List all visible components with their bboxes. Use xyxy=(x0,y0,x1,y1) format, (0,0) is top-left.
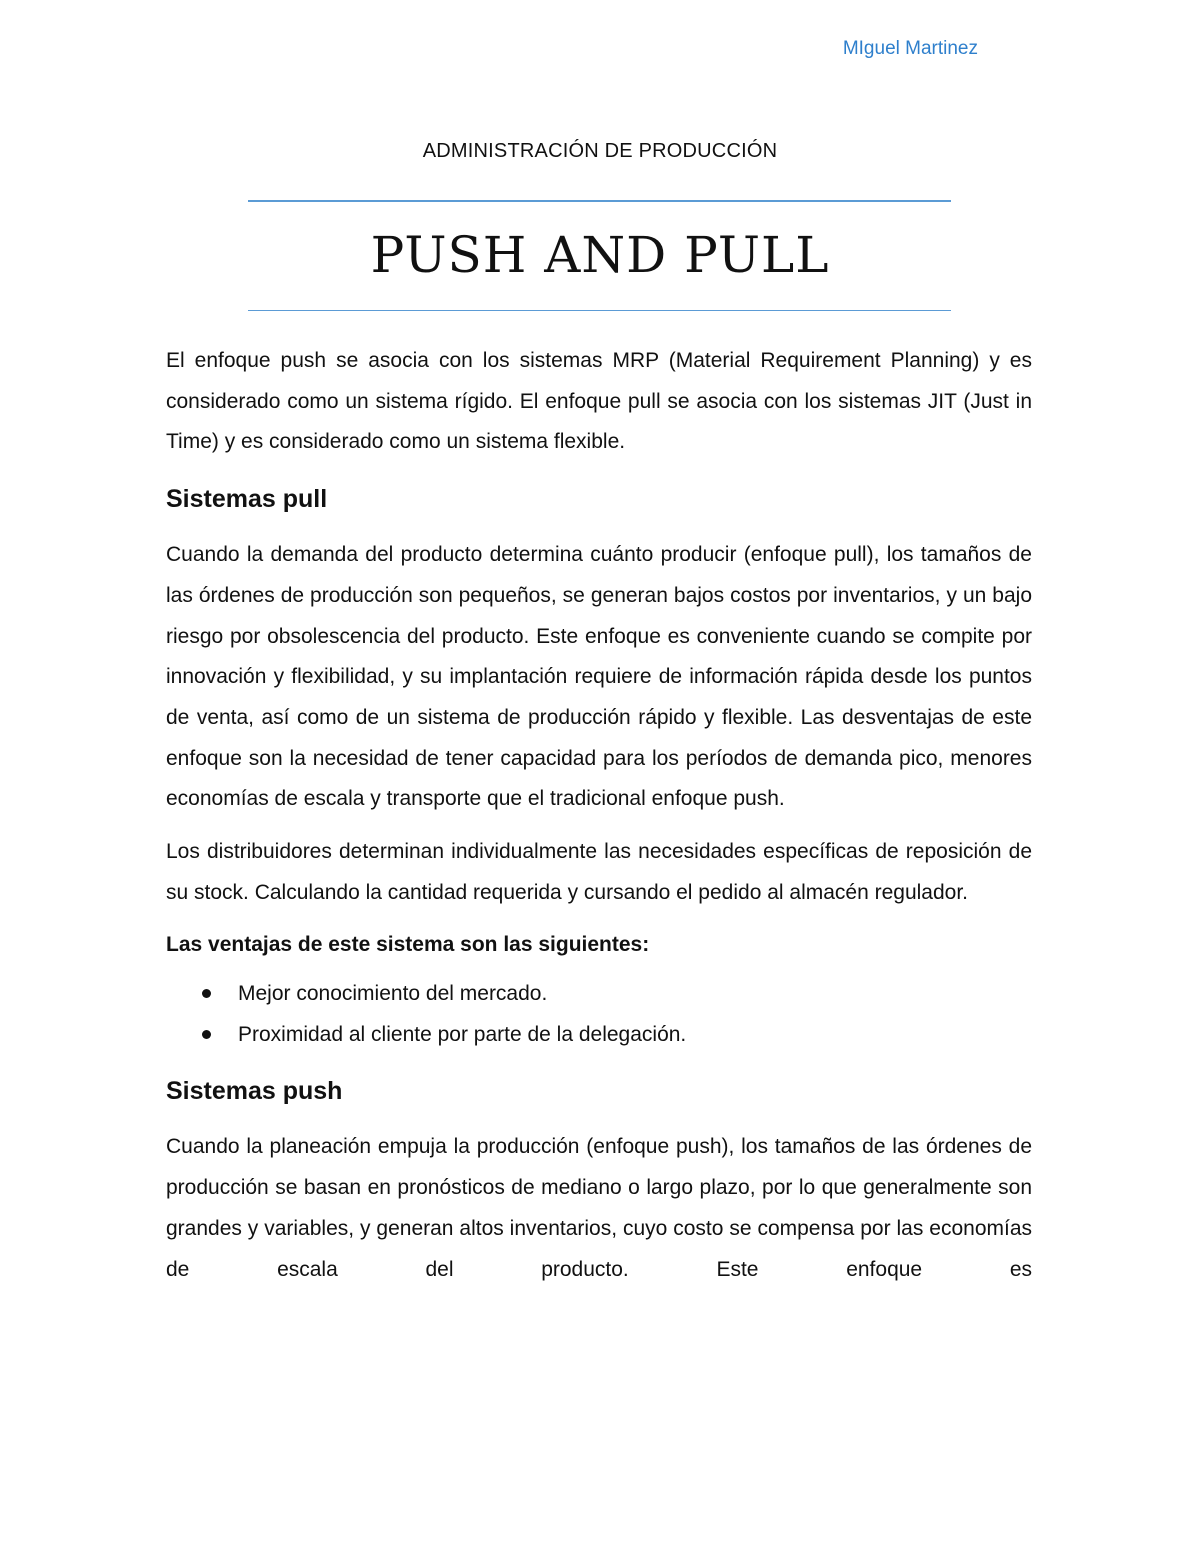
advantages-lead: Las ventajas de este sistema son las siguientes: xyxy=(166,933,650,957)
heading-sistemas-push: Sistemas push xyxy=(166,1077,343,1106)
pull-paragraph-2: Los distribuidores determinan individualmente las necesidades específicas de reposición de su stock. Calculando la cantidad requerida y cursando el pedido al almacén regulador. xyxy=(166,840,1032,904)
pull-paragraph-1: Cuando la demanda del producto determina cuánto producir (enfoque pull), los tamaños de las órdenes de producción son pequeños, se generan bajos costos por inventarios, y un bajo riesgo por obsolescencia del producto. Este enfoque es conveniente cuando se compite por innovación y flexibilidad, y su implantación requiere de información rápida desde los puntos de venta, así como de un sistema de producción rápido y flexible. Las desventajas de este enfoque son la necesidad de tener capacidad para los períodos de demanda pico, menores economías de escala y transporte que el tradicional enfoque push. xyxy=(166,543,1032,811)
document-title: PUSH AND PULL xyxy=(370,226,830,284)
push-paragraph-1: Cuando la planeación empuja la producción (enfoque push), los tamaños de las órdenes de producción se basan en pronósticos de mediano o largo plazo, por lo que generalmente son grandes y variables, y generan altos inventarios, cuyo costo se compensa por las economías de escala del producto. Este enfoque es xyxy=(166,1135,1032,1281)
list-item xyxy=(166,973,1032,1014)
heading-sistemas-pull: Sistemas pull xyxy=(166,485,328,514)
bullet-icon xyxy=(202,989,211,998)
list-item xyxy=(166,1014,1032,1055)
bullet-icon xyxy=(202,1030,211,1039)
document-subject: ADMINISTRACIÓN DE PRODUCCIÓN xyxy=(422,140,778,162)
author-name: MIguel Martinez xyxy=(842,38,978,59)
list-item-text: Proximidad al cliente por parte de la delegación. xyxy=(238,1023,687,1047)
list-item-text: Mejor conocimiento del mercado. xyxy=(238,982,548,1006)
title-rule-bottom xyxy=(248,310,951,311)
title-rule-top xyxy=(248,200,951,202)
advantages-list xyxy=(166,973,1032,1055)
intro-paragraph: El enfoque push se asocia con los sistemas MRP (Material Requirement Planning) y es considerado como un sistema rígido. El enfoque pull se asocia con los sistemas JIT (Just in Time) y es considerado como un sistema flexible. xyxy=(166,349,1032,454)
document-body xyxy=(166,341,1032,1302)
